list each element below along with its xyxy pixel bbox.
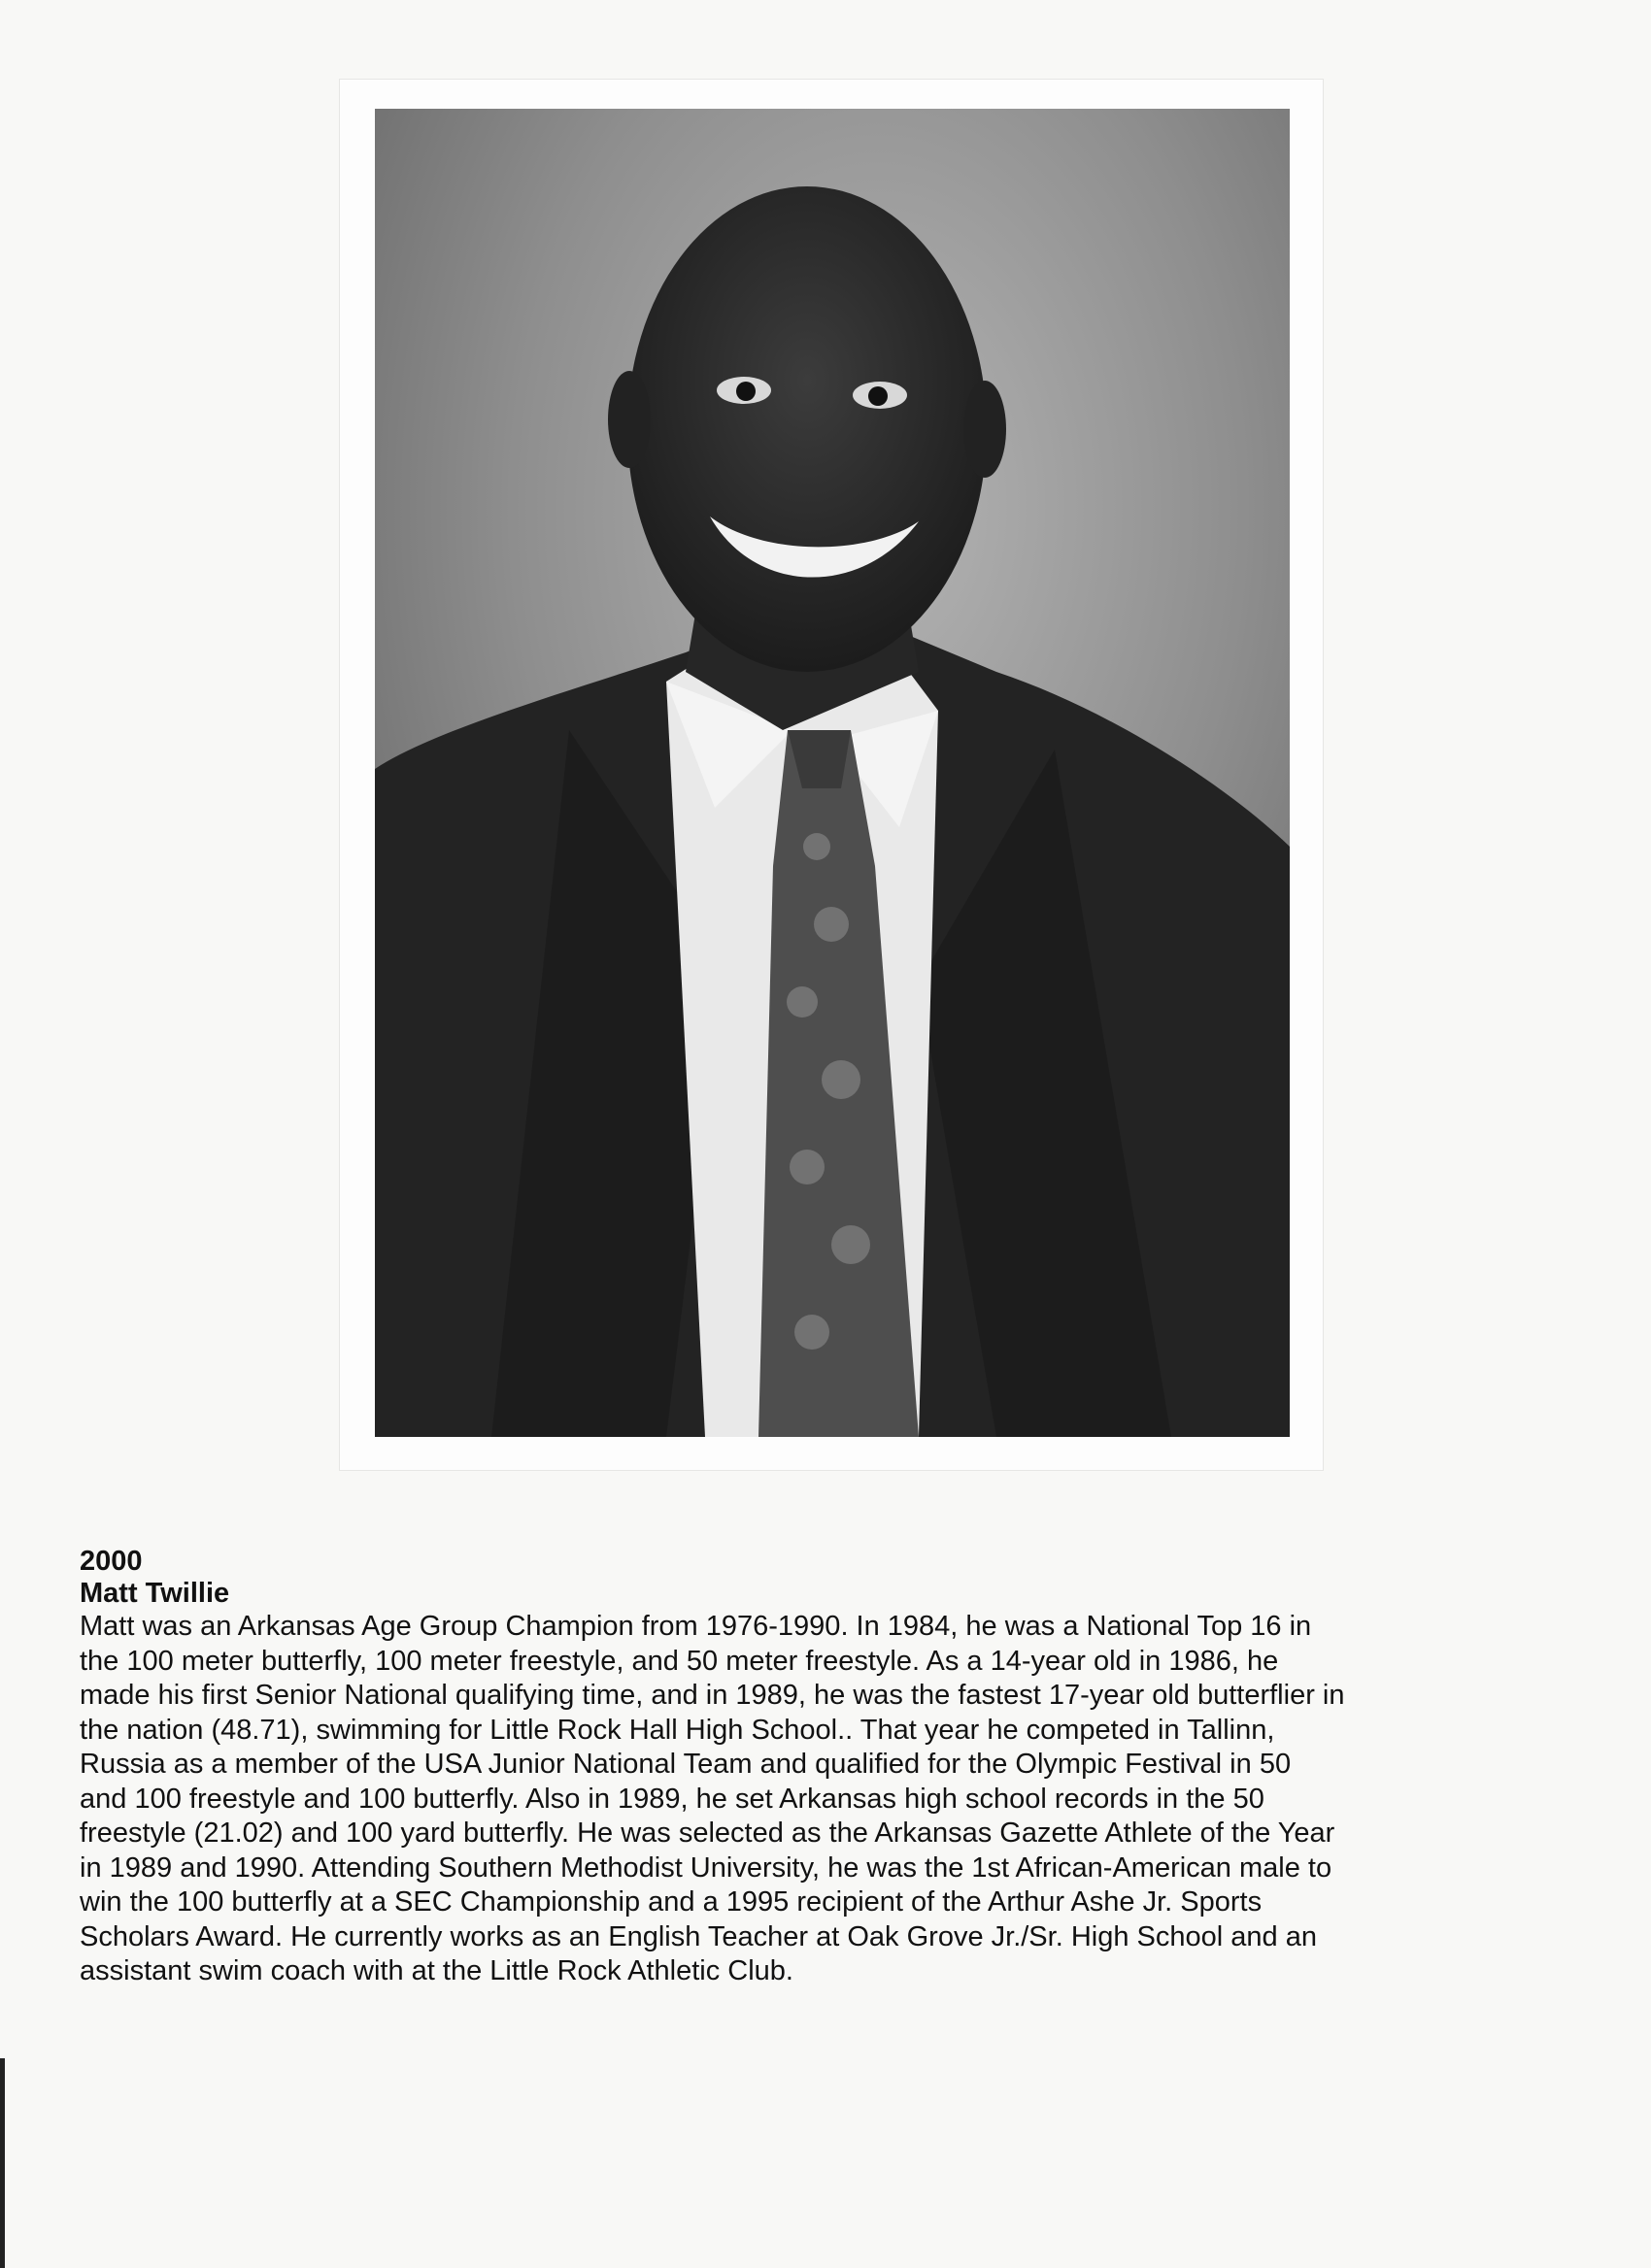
person-name: Matt Twillie [80, 1578, 230, 1609]
bio-text [80, 1610, 1556, 1989]
bio-section [80, 1546, 1556, 1989]
bio-line: win the 100 butterfly at a SEC Championship and a 1995 recipient of the Arthur Ashe Jr. Sports [80, 1886, 1263, 1918]
bio-line: freestyle (21.02) and 100 yard butterfly. He was selected as the Arkansas Gazette Athlete of the Year [80, 1818, 1335, 1849]
scan-edge [0, 2058, 5, 2268]
bio-line: Scholars Award. He currently works as an English Teacher at Oak Grove Jr./Sr. High School and an [80, 1920, 1317, 1952]
portrait-illustration [375, 109, 1290, 1437]
head [627, 186, 987, 672]
bio-line: and 100 freestyle and 100 butterfly. Also in 1989, he set Arkansas high school records in the 50 [80, 1783, 1264, 1815]
portrait-photo [375, 109, 1290, 1437]
bio-line: the nation (48.71), swimming for Little Rock Hall High School.. That year he competed in Tallinn, [80, 1714, 1275, 1746]
induction-year: 2000 [80, 1546, 143, 1577]
bio-line: in 1989 and 1990. Attending Southern Methodist University, he was the 1st African-American male to [80, 1851, 1332, 1884]
bio-line: Matt was an Arkansas Age Group Champion from 1976-1990. In 1984, he was a National Top 16 in [80, 1611, 1312, 1642]
bio-line: assistant swim coach with at the Little Rock Athletic Club. [80, 1955, 793, 1986]
bio-line: the 100 meter butterfly, 100 meter freestyle, and 50 meter freestyle. As a 14-year old in 1986, he [80, 1645, 1279, 1677]
bio-line: made his first Senior National qualifying time, and in 1989, he was the fastest 17-year old butterflier in [80, 1680, 1345, 1711]
bio-line: Russia as a member of the USA Junior National Team and qualified for the Olympic Festival in 50 [80, 1749, 1292, 1780]
